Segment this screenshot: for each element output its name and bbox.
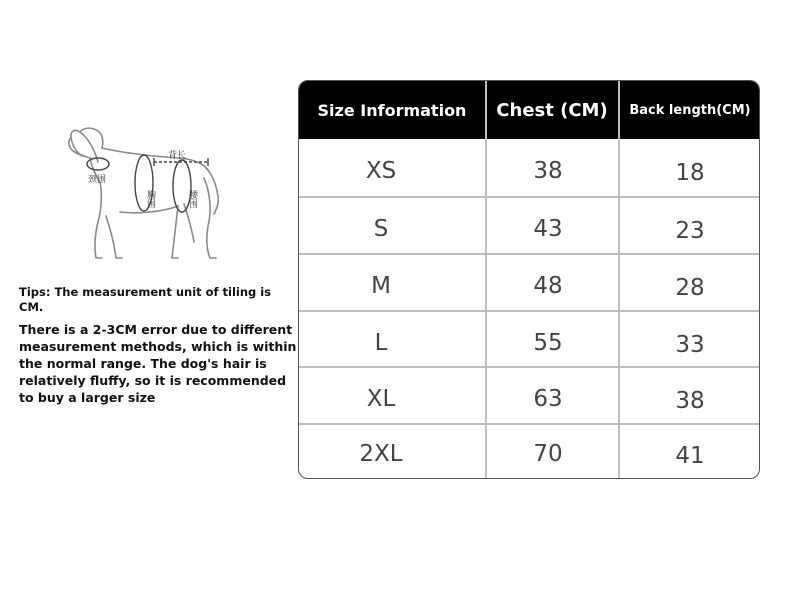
back-length-cell: 28	[675, 274, 705, 301]
tips-block	[19, 285, 297, 406]
size-cell: XL	[366, 385, 396, 412]
table-row	[299, 422, 759, 479]
header-chest: Chest (CM)	[496, 99, 608, 121]
back-length-cell: 38	[675, 387, 705, 414]
table-row	[299, 311, 759, 368]
back-length-cell: 33	[675, 331, 705, 358]
chest-cell: 63	[533, 385, 563, 412]
size-cell: 2XL	[359, 440, 403, 467]
size-cell: M	[371, 272, 391, 299]
chest-label: 胸围	[145, 190, 155, 208]
back-length-cell: 23	[675, 217, 705, 244]
size-cell: XS	[365, 157, 397, 184]
table-row	[299, 367, 759, 424]
tip-error-note: There is a 2-3CM error due to different measurement methods, which is within the normal range. The dog's hair is relatively fluffy, so it is recommended to buy a larger size	[19, 322, 297, 405]
chest-cell: 38	[533, 157, 563, 184]
table-header	[299, 81, 759, 139]
dog-silhouette-icon	[58, 118, 228, 268]
chest-cell: 55	[533, 329, 563, 356]
neck-label: 颈围	[88, 175, 107, 185]
table-row	[299, 139, 759, 196]
tip-unit-text: Tips: The measurement unit of tiling is CM.	[19, 285, 272, 314]
size-table	[298, 80, 760, 479]
chest-cell: 43	[533, 215, 563, 242]
dog-measurement-figure	[58, 118, 228, 268]
waist-label: 腰围	[187, 190, 197, 208]
back-length-label: 背长	[168, 151, 187, 161]
header-back-length: Back length(CM)	[629, 102, 751, 118]
back-length-cell: 18	[675, 159, 705, 186]
chest-cell: 48	[533, 272, 563, 299]
size-cell: S	[373, 215, 389, 242]
chest-cell: 70	[533, 440, 563, 467]
header-size-information: Size Information	[317, 100, 467, 120]
back-length-cell: 41	[675, 442, 705, 469]
size-cell: L	[374, 329, 388, 356]
table-row	[299, 254, 759, 311]
table-row	[299, 197, 759, 254]
